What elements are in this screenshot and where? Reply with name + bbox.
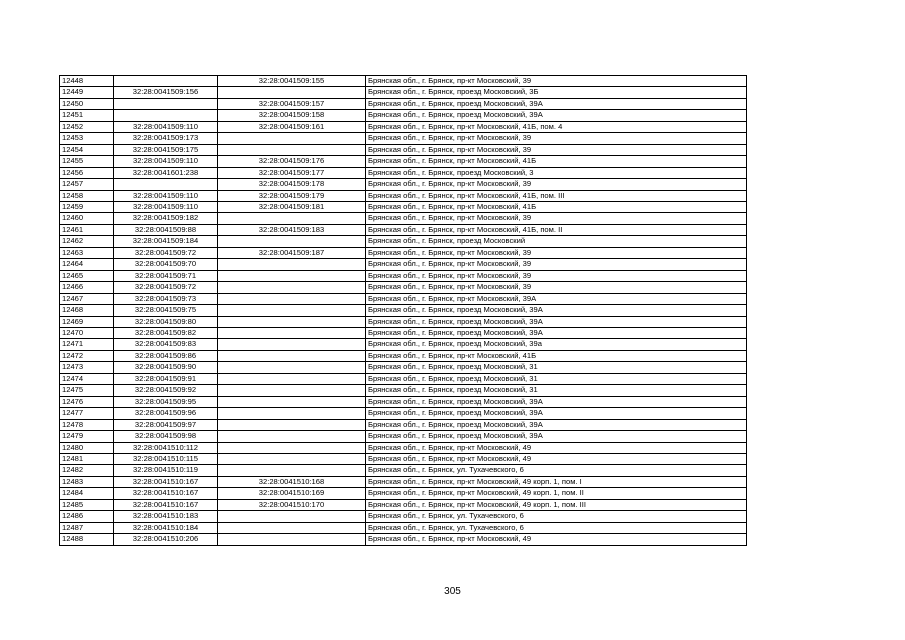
linked-cadastral-number-cell bbox=[218, 305, 366, 316]
cadastral-number-cell: 32:28:0041509:98 bbox=[114, 431, 218, 442]
address-cell: Брянская обл., г. Брянск, пр-кт Московский, 41Б bbox=[366, 350, 747, 361]
linked-cadastral-number-cell: 32:28:0041509:177 bbox=[218, 167, 366, 178]
row-number-cell: 12460 bbox=[60, 213, 114, 224]
linked-cadastral-number-cell bbox=[218, 396, 366, 407]
cadastral-number-cell: 32:28:0041510:119 bbox=[114, 465, 218, 476]
linked-cadastral-number-cell bbox=[218, 144, 366, 155]
row-number-cell: 12455 bbox=[60, 156, 114, 167]
table-row bbox=[60, 293, 747, 304]
address-cell: Брянская обл., г. Брянск, проезд Московский, 39А bbox=[366, 316, 747, 327]
linked-cadastral-number-cell bbox=[218, 442, 366, 453]
row-number-cell: 12463 bbox=[60, 247, 114, 258]
address-cell: Брянская обл., г. Брянск, пр-кт Московский, 49 bbox=[366, 442, 747, 453]
address-cell: Брянская обл., г. Брянск, пр-кт Московский, 49 bbox=[366, 453, 747, 464]
table-row bbox=[60, 190, 747, 201]
table-row bbox=[60, 350, 747, 361]
cadastral-number-cell: 32:28:0041509:82 bbox=[114, 327, 218, 338]
cadastral-number-cell: 32:28:0041509:92 bbox=[114, 385, 218, 396]
cadastral-number-cell: 32:28:0041510:167 bbox=[114, 476, 218, 487]
linked-cadastral-number-cell bbox=[218, 259, 366, 270]
row-number-cell: 12466 bbox=[60, 282, 114, 293]
cadastral-number-cell: 32:28:0041509:90 bbox=[114, 362, 218, 373]
table-row bbox=[60, 419, 747, 430]
table-row bbox=[60, 339, 747, 350]
table-row bbox=[60, 133, 747, 144]
row-number-cell: 12480 bbox=[60, 442, 114, 453]
row-number-cell: 12476 bbox=[60, 396, 114, 407]
address-cell: Брянская обл., г. Брянск, проезд Московский, 31 bbox=[366, 362, 747, 373]
address-cell: Брянская обл., г. Брянск, проезд Московский, 3Б bbox=[366, 87, 747, 98]
linked-cadastral-number-cell bbox=[218, 213, 366, 224]
row-number-cell: 12451 bbox=[60, 110, 114, 121]
address-cell: Брянская обл., г. Брянск, проезд Московский, 39А bbox=[366, 98, 747, 109]
table-row bbox=[60, 270, 747, 281]
linked-cadastral-number-cell bbox=[218, 522, 366, 533]
table-row bbox=[60, 305, 747, 316]
linked-cadastral-number-cell: 32:28:0041509:176 bbox=[218, 156, 366, 167]
cadastral-number-cell: 32:28:0041509:110 bbox=[114, 201, 218, 212]
row-number-cell: 12481 bbox=[60, 453, 114, 464]
cadastral-number-cell: 32:28:0041510:167 bbox=[114, 499, 218, 510]
address-cell: Брянская обл., г. Брянск, проезд Московский, 3 bbox=[366, 167, 747, 178]
address-cell: Брянская обл., г. Брянск, проезд Московский, 31 bbox=[366, 385, 747, 396]
cadastral-number-cell: 32:28:0041509:83 bbox=[114, 339, 218, 350]
linked-cadastral-number-cell: 32:28:0041509:178 bbox=[218, 179, 366, 190]
table-row bbox=[60, 453, 747, 464]
linked-cadastral-number-cell bbox=[218, 408, 366, 419]
linked-cadastral-number-cell bbox=[218, 465, 366, 476]
cadastral-number-cell: 32:28:0041509:72 bbox=[114, 247, 218, 258]
row-number-cell: 12483 bbox=[60, 476, 114, 487]
row-number-cell: 12452 bbox=[60, 121, 114, 132]
address-cell: Брянская обл., г. Брянск, пр-кт Московский, 41Б, пом. III bbox=[366, 190, 747, 201]
linked-cadastral-number-cell bbox=[218, 534, 366, 545]
linked-cadastral-number-cell: 32:28:0041509:158 bbox=[218, 110, 366, 121]
cadastral-number-cell: 32:28:0041510:184 bbox=[114, 522, 218, 533]
row-number-cell: 12482 bbox=[60, 465, 114, 476]
cadastral-number-cell: 32:28:0041509:175 bbox=[114, 144, 218, 155]
row-number-cell: 12468 bbox=[60, 305, 114, 316]
table-row bbox=[60, 499, 747, 510]
address-cell: Брянская обл., г. Брянск, пр-кт Московский, 39 bbox=[366, 179, 747, 190]
row-number-cell: 12461 bbox=[60, 224, 114, 235]
cadastral-number-cell: 32:28:0041601:238 bbox=[114, 167, 218, 178]
row-number-cell: 12486 bbox=[60, 511, 114, 522]
linked-cadastral-number-cell: 32:28:0041509:179 bbox=[218, 190, 366, 201]
row-number-cell: 12456 bbox=[60, 167, 114, 178]
row-number-cell: 12462 bbox=[60, 236, 114, 247]
row-number-cell: 12449 bbox=[60, 87, 114, 98]
table-row bbox=[60, 121, 747, 132]
address-cell: Брянская обл., г. Брянск, проезд Московский, 39А bbox=[366, 408, 747, 419]
cadastral-number-cell: 32:28:0041509:173 bbox=[114, 133, 218, 144]
registry-table bbox=[59, 75, 747, 546]
row-number-cell: 12459 bbox=[60, 201, 114, 212]
cadastral-number-cell: 32:28:0041509:86 bbox=[114, 350, 218, 361]
row-number-cell: 12477 bbox=[60, 408, 114, 419]
cadastral-number-cell: 32:28:0041510:115 bbox=[114, 453, 218, 464]
table-row bbox=[60, 465, 747, 476]
linked-cadastral-number-cell bbox=[218, 373, 366, 384]
table-row bbox=[60, 201, 747, 212]
address-cell: Брянская обл., г. Брянск, проезд Московский, 39А bbox=[366, 327, 747, 338]
table-row bbox=[60, 488, 747, 499]
table-row bbox=[60, 179, 747, 190]
cadastral-number-cell: 32:28:0041509:96 bbox=[114, 408, 218, 419]
address-cell: Брянская обл., г. Брянск, пр-кт Московский, 39 bbox=[366, 282, 747, 293]
address-cell: Брянская обл., г. Брянск, пр-кт Московский, 49 корп. 1, пом. III bbox=[366, 499, 747, 510]
address-cell: Брянская обл., г. Брянск, пр-кт Московский, 49 корп. 1, пом. II bbox=[366, 488, 747, 499]
address-cell: Брянская обл., г. Брянск, пр-кт Московский, 39 bbox=[366, 76, 747, 87]
table-row bbox=[60, 87, 747, 98]
cadastral-number-cell bbox=[114, 76, 218, 87]
linked-cadastral-number-cell bbox=[218, 293, 366, 304]
address-cell: Брянская обл., г. Брянск, проезд Московский bbox=[366, 236, 747, 247]
table-row bbox=[60, 362, 747, 373]
address-cell: Брянская обл., г. Брянск, проезд Московский, 31 bbox=[366, 373, 747, 384]
row-number-cell: 12472 bbox=[60, 350, 114, 361]
linked-cadastral-number-cell: 32:28:0041510:168 bbox=[218, 476, 366, 487]
table-row bbox=[60, 442, 747, 453]
linked-cadastral-number-cell bbox=[218, 236, 366, 247]
cadastral-number-cell: 32:28:0041509:71 bbox=[114, 270, 218, 281]
cadastral-number-cell: 32:28:0041510:206 bbox=[114, 534, 218, 545]
table-row bbox=[60, 476, 747, 487]
table-row bbox=[60, 110, 747, 121]
table-row bbox=[60, 247, 747, 258]
table-row bbox=[60, 522, 747, 533]
cadastral-number-cell: 32:28:0041509:110 bbox=[114, 156, 218, 167]
address-cell: Брянская обл., г. Брянск, пр-кт Московский, 39 bbox=[366, 213, 747, 224]
row-number-cell: 12453 bbox=[60, 133, 114, 144]
linked-cadastral-number-cell bbox=[218, 511, 366, 522]
cadastral-number-cell: 32:28:0041509:182 bbox=[114, 213, 218, 224]
linked-cadastral-number-cell bbox=[218, 453, 366, 464]
table-row bbox=[60, 431, 747, 442]
row-number-cell: 12479 bbox=[60, 431, 114, 442]
address-cell: Брянская обл., г. Брянск, проезд Московский, 39А bbox=[366, 110, 747, 121]
row-number-cell: 12454 bbox=[60, 144, 114, 155]
address-cell: Брянская обл., г. Брянск, проезд Московский, 39а bbox=[366, 339, 747, 350]
table-row bbox=[60, 408, 747, 419]
row-number-cell: 12471 bbox=[60, 339, 114, 350]
row-number-cell: 12470 bbox=[60, 327, 114, 338]
table-row bbox=[60, 144, 747, 155]
table-row bbox=[60, 167, 747, 178]
address-cell: Брянская обл., г. Брянск, проезд Московский, 39А bbox=[366, 419, 747, 430]
table-row bbox=[60, 373, 747, 384]
row-number-cell: 12469 bbox=[60, 316, 114, 327]
row-number-cell: 12467 bbox=[60, 293, 114, 304]
address-cell: Брянская обл., г. Брянск, пр-кт Московский, 39 bbox=[366, 259, 747, 270]
cadastral-number-cell: 32:28:0041509:110 bbox=[114, 121, 218, 132]
table-row bbox=[60, 224, 747, 235]
row-number-cell: 12448 bbox=[60, 76, 114, 87]
cadastral-number-cell bbox=[114, 110, 218, 121]
address-cell: Брянская обл., г. Брянск, пр-кт Московский, 49 корп. 1, пом. I bbox=[366, 476, 747, 487]
linked-cadastral-number-cell bbox=[218, 431, 366, 442]
row-number-cell: 12485 bbox=[60, 499, 114, 510]
address-cell: Брянская обл., г. Брянск, проезд Московский, 39А bbox=[366, 431, 747, 442]
linked-cadastral-number-cell: 32:28:0041510:170 bbox=[218, 499, 366, 510]
row-number-cell: 12464 bbox=[60, 259, 114, 270]
address-cell: Брянская обл., г. Брянск, пр-кт Московский, 39 bbox=[366, 247, 747, 258]
linked-cadastral-number-cell: 32:28:0041509:181 bbox=[218, 201, 366, 212]
linked-cadastral-number-cell: 32:28:0041509:161 bbox=[218, 121, 366, 132]
row-number-cell: 12465 bbox=[60, 270, 114, 281]
cadastral-number-cell: 32:28:0041509:97 bbox=[114, 419, 218, 430]
address-cell: Брянская обл., г. Брянск, пр-кт Московский, 41Б bbox=[366, 156, 747, 167]
table-row bbox=[60, 76, 747, 87]
cadastral-number-cell: 32:28:0041509:70 bbox=[114, 259, 218, 270]
address-cell: Брянская обл., г. Брянск, пр-кт Московский, 39 bbox=[366, 144, 747, 155]
linked-cadastral-number-cell bbox=[218, 362, 366, 373]
page-number: 305 bbox=[444, 586, 461, 597]
linked-cadastral-number-cell bbox=[218, 385, 366, 396]
row-number-cell: 12457 bbox=[60, 179, 114, 190]
row-number-cell: 12474 bbox=[60, 373, 114, 384]
table-row bbox=[60, 534, 747, 545]
linked-cadastral-number-cell bbox=[218, 350, 366, 361]
address-cell: Брянская обл., г. Брянск, пр-кт Московский, 39 bbox=[366, 270, 747, 281]
cadastral-number-cell bbox=[114, 179, 218, 190]
row-number-cell: 12475 bbox=[60, 385, 114, 396]
linked-cadastral-number-cell bbox=[218, 87, 366, 98]
address-cell: Брянская обл., г. Брянск, проезд Московский, 39А bbox=[366, 305, 747, 316]
linked-cadastral-number-cell: 32:28:0041509:183 bbox=[218, 224, 366, 235]
address-cell: Брянская обл., г. Брянск, ул. Тухачевского, 6 bbox=[366, 511, 747, 522]
cadastral-number-cell: 32:28:0041509:91 bbox=[114, 373, 218, 384]
cadastral-number-cell bbox=[114, 98, 218, 109]
cadastral-number-cell: 32:28:0041509:80 bbox=[114, 316, 218, 327]
table-row bbox=[60, 396, 747, 407]
cadastral-number-cell: 32:28:0041509:184 bbox=[114, 236, 218, 247]
cadastral-number-cell: 32:28:0041510:112 bbox=[114, 442, 218, 453]
table-row bbox=[60, 511, 747, 522]
cadastral-number-cell: 32:28:0041509:73 bbox=[114, 293, 218, 304]
cadastral-number-cell: 32:28:0041509:110 bbox=[114, 190, 218, 201]
address-cell: Брянская обл., г. Брянск, пр-кт Московский, 41Б, пом. 4 bbox=[366, 121, 747, 132]
table-row bbox=[60, 316, 747, 327]
linked-cadastral-number-cell: 32:28:0041509:187 bbox=[218, 247, 366, 258]
linked-cadastral-number-cell bbox=[218, 282, 366, 293]
address-cell: Брянская обл., г. Брянск, пр-кт Московский, 41Б bbox=[366, 201, 747, 212]
linked-cadastral-number-cell bbox=[218, 270, 366, 281]
linked-cadastral-number-cell: 32:28:0041510:169 bbox=[218, 488, 366, 499]
linked-cadastral-number-cell bbox=[218, 419, 366, 430]
table-row bbox=[60, 236, 747, 247]
cadastral-number-cell: 32:28:0041509:72 bbox=[114, 282, 218, 293]
row-number-cell: 12450 bbox=[60, 98, 114, 109]
address-cell: Брянская обл., г. Брянск, пр-кт Московский, 41Б, пом. II bbox=[366, 224, 747, 235]
row-number-cell: 12488 bbox=[60, 534, 114, 545]
row-number-cell: 12484 bbox=[60, 488, 114, 499]
linked-cadastral-number-cell bbox=[218, 133, 366, 144]
registry-table-body bbox=[60, 76, 747, 546]
address-cell: Брянская обл., г. Брянск, проезд Московский, 39А bbox=[366, 396, 747, 407]
table-row bbox=[60, 259, 747, 270]
linked-cadastral-number-cell bbox=[218, 316, 366, 327]
address-cell: Брянская обл., г. Брянск, пр-кт Московский, 49 bbox=[366, 534, 747, 545]
linked-cadastral-number-cell: 32:28:0041509:157 bbox=[218, 98, 366, 109]
table-row bbox=[60, 327, 747, 338]
cadastral-number-cell: 32:28:0041510:167 bbox=[114, 488, 218, 499]
row-number-cell: 12473 bbox=[60, 362, 114, 373]
row-number-cell: 12487 bbox=[60, 522, 114, 533]
linked-cadastral-number-cell: 32:28:0041509:155 bbox=[218, 76, 366, 87]
cadastral-number-cell: 32:28:0041509:156 bbox=[114, 87, 218, 98]
address-cell: Брянская обл., г. Брянск, пр-кт Московский, 39А bbox=[366, 293, 747, 304]
table-row bbox=[60, 385, 747, 396]
cadastral-number-cell: 32:28:0041510:183 bbox=[114, 511, 218, 522]
table-row bbox=[60, 156, 747, 167]
table-row bbox=[60, 98, 747, 109]
linked-cadastral-number-cell bbox=[218, 339, 366, 350]
address-cell: Брянская обл., г. Брянск, ул. Тухачевского, 6 bbox=[366, 522, 747, 533]
table-row bbox=[60, 213, 747, 224]
row-number-cell: 12458 bbox=[60, 190, 114, 201]
address-cell: Брянская обл., г. Брянск, ул. Тухачевского, 6 bbox=[366, 465, 747, 476]
cadastral-number-cell: 32:28:0041509:88 bbox=[114, 224, 218, 235]
address-cell: Брянская обл., г. Брянск, пр-кт Московский, 39 bbox=[366, 133, 747, 144]
linked-cadastral-number-cell bbox=[218, 327, 366, 338]
row-number-cell: 12478 bbox=[60, 419, 114, 430]
table-row bbox=[60, 282, 747, 293]
cadastral-number-cell: 32:28:0041509:95 bbox=[114, 396, 218, 407]
cadastral-number-cell: 32:28:0041509:75 bbox=[114, 305, 218, 316]
